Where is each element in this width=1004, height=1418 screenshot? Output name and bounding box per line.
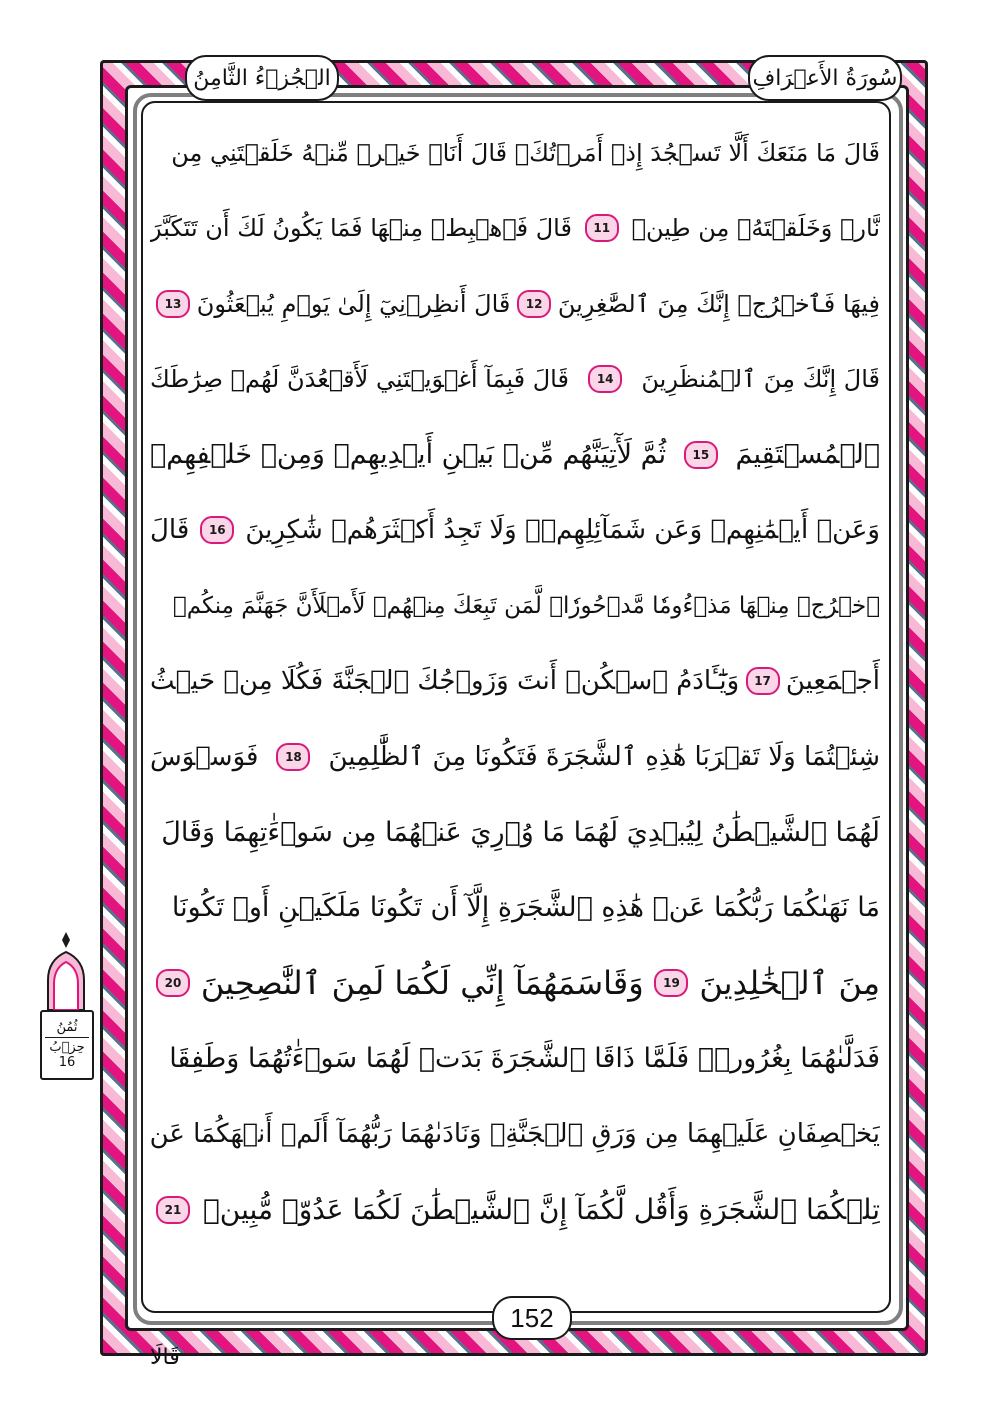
text-segment: ثُمَّ لَأٓتِيَنَّهُم مِّنۢ بَيۡنِ أَيۡدِيهِمۡ وَمِنۡ خَلۡفِهِمۡ	[150, 439, 667, 471]
text-segment: فِيهَا فَٱخۡرُجۡ إِنَّكَ مِنَ ٱلصَّٰغِرِينَ	[557, 289, 880, 318]
text-segment: قَالَ	[150, 515, 190, 546]
surah-name: سُورَةُ الأَعۡرَافِ	[752, 65, 898, 91]
text-segment: مِنَ ٱلۡخَٰلِدِينَ	[699, 964, 880, 1003]
ayah-number-marker: 20	[156, 969, 190, 997]
ayah-number-marker: 16	[200, 516, 234, 544]
catchword: قَالَا	[150, 1345, 180, 1370]
text-line	[150, 1097, 880, 1173]
hizb-divider	[45, 1037, 89, 1038]
text-line	[150, 342, 880, 418]
hizb-label: حِزۡبُ	[49, 1040, 85, 1055]
juz-name: الۡجُزۡءُ الثَّامِنُ	[193, 65, 331, 91]
ayah-number-marker: 21	[156, 1196, 190, 1224]
text-segment: فَدَلَّىٰهُمَا بِغُرُورٖۚ فَلَمَّا ذَاقَا ٱلشَّجَرَةَ بَدَتۡ لَهُمَا سَوۡءَٰتُهُمَا وَطَفِقَا	[169, 1043, 880, 1075]
text-segment: ٱلۡمُسۡتَقِيمَ	[735, 439, 880, 471]
text-segment: قَالَ إِنَّكَ مِنَ ٱلۡمُنظَرِينَ	[641, 365, 880, 394]
hizb-marker	[38, 930, 94, 1080]
ayah-number-marker: 11	[585, 214, 619, 242]
ayah-number-marker: 18	[276, 743, 310, 771]
text-segment: يَخۡصِفَانِ عَلَيۡهِمَا مِن وَرَقِ ٱلۡجَنَّةِۖ وَنَادَىٰهُمَا رَبُّهُمَآ أَلَمۡ أَنۡهَكُمَا عَن	[150, 1119, 880, 1150]
text-line	[150, 417, 880, 493]
text-line	[150, 1021, 880, 1097]
page-number-cartouche	[492, 1296, 572, 1340]
text-line	[150, 795, 880, 871]
quran-text-body	[150, 115, 880, 1295]
text-segment: تِلۡكُمَا ٱلشَّجَرَةِ وَأَقُل لَّكُمَآ إِنَّ ٱلشَّيۡطَٰنَ لَكُمَا عَدُوّٞ مُّبِينٞ	[202, 1193, 880, 1227]
surah-name-cartouche	[748, 55, 902, 101]
text-segment: قَالَ فَٱهۡبِطۡ مِنۡهَا فَمَا يَكُونُ لَكَ أَن تَتَكَبَّرَ	[150, 214, 572, 243]
text-line	[150, 644, 880, 720]
text-segment: وَعَنۡ أَيۡمَٰنِهِمۡ وَعَن شَمَآئِلِهِمۡۖ وَلَا تَجِدُ أَكۡثَرَهُمۡ شَٰكِرِينَ	[245, 515, 880, 546]
text-segment: مَا نَهَىٰكُمَا رَبُّكُمَا عَنۡ هَٰذِهِ ٱلشَّجَرَةِ إِلَّآ أَن تَكُونَا مَلَكَيۡنِ أَوۡ تَكُونَا	[171, 892, 880, 924]
hizb-number: 16	[58, 1055, 76, 1070]
text-segment: نَّارٖ وَخَلَقۡتَهُۥ مِن طِينٖ	[631, 214, 880, 243]
thumun-label: ثُمُنُ	[56, 1020, 78, 1035]
text-line	[150, 946, 880, 1022]
text-segment: أَجۡمَعِينَ	[785, 666, 880, 697]
ayah-number-marker: 12	[517, 290, 551, 318]
text-segment: شِئۡتُمَا وَلَا تَقۡرَبَا هَٰذِهِ ٱلشَّجَرَةَ فَتَكُونَا مِنَ ٱلظَّٰلِمِينَ	[328, 741, 880, 772]
text-line	[150, 266, 880, 342]
text-segment: ٱخۡرُجۡ مِنۡهَا مَذۡءُومٗا مَّدۡحُورٗاۖ لَّمَن تَبِعَكَ مِنۡهُمۡ لَأَمۡلَأَنَّ جَهَنَّمَ مِنكُمۡ	[172, 592, 880, 619]
text-line	[150, 719, 880, 795]
ayah-number-marker: 14	[588, 365, 622, 393]
hizb-ornament-icon	[44, 930, 88, 1010]
text-line	[150, 191, 880, 267]
page-number: 152	[510, 1302, 554, 1333]
text-segment: وَقَاسَمَهُمَآ إِنِّي لَكُمَا لَمِنَ ٱلنَّٰصِحِينَ	[200, 964, 644, 1003]
text-segment: لَهُمَا ٱلشَّيۡطَٰنُ لِيُبۡدِيَ لَهُمَا مَا وُۥرِيَ عَنۡهُمَا مِن سَوۡءَٰتِهِمَا وَقَالَ	[161, 816, 880, 848]
text-line	[150, 115, 880, 191]
text-segment: وَيَٰٓـَٔادَمُ ٱسۡكُنۡ أَنتَ وَزَوۡجُكَ ٱلۡجَنَّةَ فَكُلَا مِنۡ حَيۡثُ	[150, 666, 740, 697]
ayah-number-marker: 19	[654, 969, 688, 997]
ayah-number-marker: 17	[746, 667, 780, 695]
juz-name-cartouche	[185, 55, 339, 101]
ayah-number-marker: 15	[684, 441, 718, 469]
ayah-number-marker: 13	[156, 290, 190, 318]
hizb-box	[40, 1010, 94, 1080]
text-segment: قَالَ فَبِمَآ أَغۡوَيۡتَنِي لَأَقۡعُدَنَّ لَهُمۡ صِرَٰطَكَ	[150, 365, 569, 394]
text-line	[150, 870, 880, 946]
text-segment: فَوَسۡوَسَ	[150, 741, 259, 772]
text-segment: قَالَ مَا مَنَعَكَ أَلَّا تَسۡجُدَ إِذۡ أَمَرۡتُكَۖ قَالَ أَنَا۠ خَيۡرٞ مِّنۡهُ خَلَقۡتَنِي مِن	[171, 138, 880, 167]
text-segment: قَالَ أَنظِرۡنِيٓ إِلَىٰ يَوۡمِ يُبۡعَثُونَ	[196, 289, 511, 318]
text-line	[150, 568, 880, 644]
text-line	[150, 1172, 880, 1248]
text-line	[150, 493, 880, 569]
